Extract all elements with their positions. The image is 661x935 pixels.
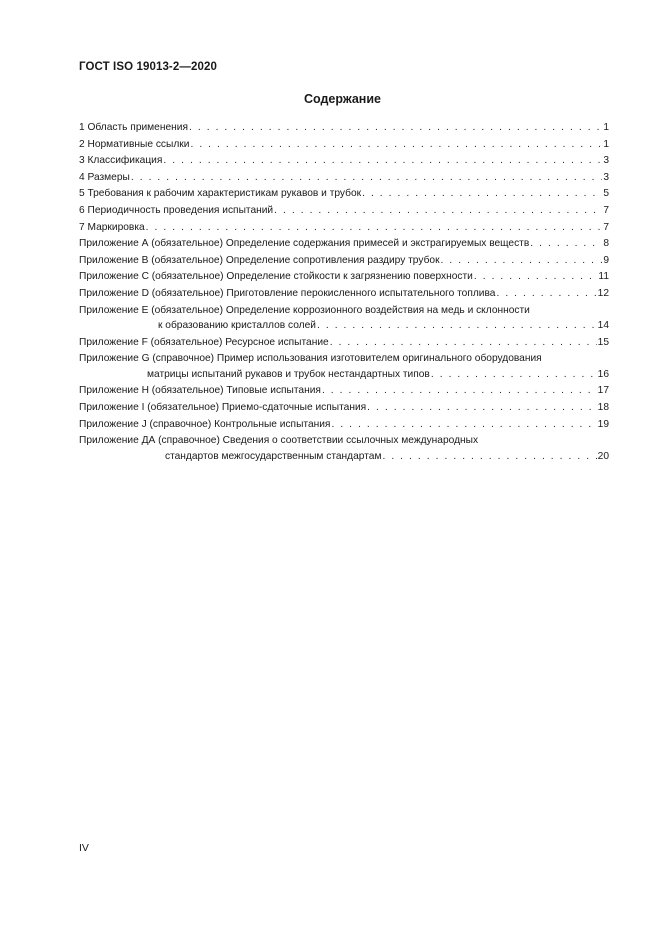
toc-entry-page: 11 [598,271,609,283]
toc-entry-6[interactable] [79,203,609,219]
dot-leader [441,253,603,269]
toc-entry-page: 7 [603,221,609,233]
dot-leader [431,367,597,383]
toc-entry-page: 16 [597,368,609,380]
dot-leader [190,137,602,153]
toc-entry-page: 15 [597,336,609,348]
toc-entry-1[interactable] [79,120,609,136]
dot-leader [322,383,597,399]
toc-entry-text: Приложение С (обязательное) Определение стойкости к загрязнению поверхности [79,271,473,283]
toc-entry-text: Приложение J (справочное) Контрольные испытания [79,418,331,430]
toc-entry-page: 7 [603,204,609,216]
dot-leader [189,120,602,136]
toc-entry-text: 2 Нормативные ссылки [79,138,190,150]
toc-entry-annex-a[interactable] [79,236,609,252]
toc-entry-page: 8 [603,238,609,250]
toc-entry-text: Приложение H (обязательное) Типовые испытания [79,385,321,397]
toc-entry-page: 12 [597,287,609,299]
toc-entry-text-line1: Приложение E (обязательное) Определение коррозионного воздействия на медь и склонности [79,304,530,316]
toc-entry-text: стандартов межгосударственным стандартам [165,450,382,462]
toc-entry-text: Приложение F (обязательное) Ресурсное испытание [79,336,329,348]
toc-entry-text: 3 Классификация [79,155,163,167]
dot-leader [496,286,596,302]
toc-entry-text: к образованию кристаллов солей [158,320,316,332]
toc-entry-text: 4 Размеры [79,171,130,183]
toc-entry-5[interactable] [79,186,609,202]
toc-entry-text-line1: Приложение G (справочное) Пример использования изготовителем оригинального оборудования [79,353,542,365]
toc-entry-annex-b[interactable] [79,253,609,269]
dot-leader [274,203,602,219]
dot-leader [146,220,603,236]
toc-entry-7[interactable] [79,220,609,236]
toc-entry-page: 14 [597,320,609,332]
toc-entry-4[interactable] [79,170,609,186]
toc-entry-text: 7 Маркировка [79,221,145,233]
dot-leader [367,400,596,416]
toc-entry-annex-i[interactable] [79,400,609,416]
toc-entry-page: 5 [603,188,609,200]
toc-entry-page: 1 [603,122,609,133]
toc-entry-page: 19 [597,418,609,430]
toc-entry-page: 18 [597,401,609,413]
toc-entry-page: 20 [597,450,609,462]
document-code: ГОСТ ISO 19013-2—2020 [79,61,217,73]
toc-entry-text: Приложение В (обязательное) Определение сопротивления раздиру трубок [79,254,440,266]
toc-entry-text: Приложение I (обязательное) Приемо-сдаточные испытания [79,401,367,413]
dot-leader [382,449,596,465]
dot-leader [474,269,598,285]
toc-entry-text: Приложение А (обязательное) Определение содержания примесей и экстрагируемых веществ [79,238,530,250]
dot-leader [362,186,602,202]
dot-leader [131,170,602,186]
toc-entry-annex-c[interactable] [79,269,609,285]
toc-entry-annex-j[interactable] [79,417,609,433]
toc-entry-page: 3 [603,155,609,167]
toc-entry-annex-h[interactable] [79,383,609,399]
toc-entry-text: 6 Периодичность проведения испытаний [79,204,274,216]
toc-entry-text: Приложение D (обязательное) Приготовление перокисленного испытательного топлива [79,287,496,299]
toc-entry-annex-e[interactable] [79,303,609,334]
toc-entry-text-line1: Приложение ДА (справочное) Сведения о соответствии ссылочных международных [79,435,479,447]
toc-entry-text: матрицы испытаний рукавов и трубок нестандартных типов [147,368,430,380]
toc-entry-annex-da[interactable] [79,433,609,464]
toc-entry-annex-f[interactable] [79,335,609,351]
toc-entry-annex-g[interactable] [79,351,609,382]
page-number: IV [79,842,89,854]
dot-leader [163,153,602,169]
toc-entry-page: 17 [597,385,609,397]
dot-leader [331,417,596,433]
toc-entry-text: 1 Область применения [79,122,188,133]
toc-entry-page: 1 [603,138,609,150]
toc-entry-2[interactable] [79,137,609,153]
dot-leader [317,318,597,334]
dot-leader [530,236,602,252]
table-of-contents [79,120,609,464]
toc-title: Содержание [303,92,381,106]
toc-entry-annex-d[interactable] [79,286,609,302]
toc-entry-text: 5 Требования к рабочим характеристикам рукавов и трубок [79,188,362,200]
toc-entry-page: 3 [603,171,609,183]
toc-entry-3[interactable] [79,153,609,169]
toc-entry-page: 9 [603,254,609,266]
dot-leader [330,335,597,351]
